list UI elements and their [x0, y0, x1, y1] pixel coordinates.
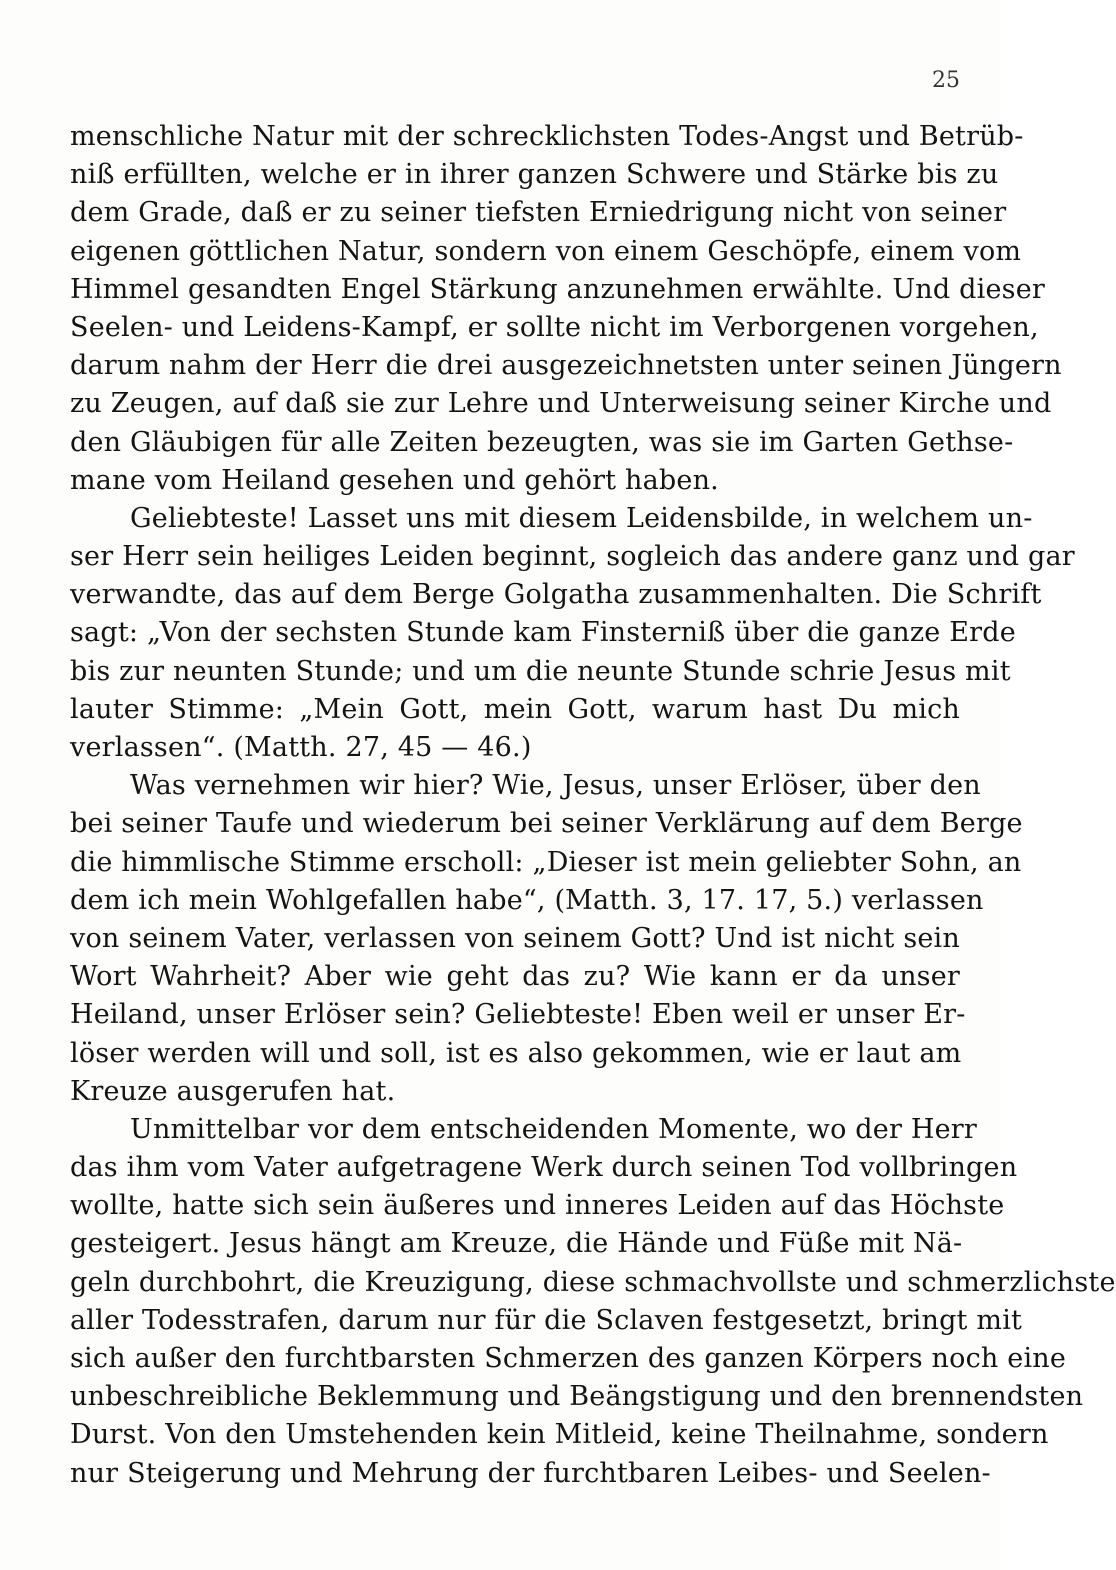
text-line: gesteigert. Jesus hängt am Kreuze, die Hände und Füße mit Nä- [70, 1228, 963, 1260]
paragraph-1 [70, 118, 1062, 500]
text-line: Himmel gesandten Engel Stärkung anzunehmen erwählte. Und dieser [70, 273, 1045, 305]
text-line: den Gläubigen für alle Zeiten bezeugten, was sie im Garten Gethse- [70, 426, 1014, 458]
text-line: bis zur neunten Stunde; und um die neunte Stunde schrie Jesus mit [70, 655, 1011, 687]
text-line: menschliche Natur mit der schrecklichsten Todes-Angst und Betrüb- [70, 121, 1024, 152]
text-line: Unmittelbar vor dem entscheidenden Momente, wo der Herr [130, 1113, 977, 1145]
text-line: von seinem Vater, verlassen von seinem Gott? Und ist nicht sein [70, 922, 960, 954]
text-line: nur Steigerung und Mehrung der furchtbaren Leibes- und Seelen- [70, 1457, 991, 1489]
text-line: niß erfüllten, welche er in ihrer ganzen Schwere und Stärke bis zu [70, 159, 999, 191]
text-line: sagt: „Von der sechsten Stunde kam Finsterniß über die ganze Erde [70, 617, 1016, 649]
text-line: ser Herr sein heiliges Leiden beginnt, sogleich das andere ganz und gar [70, 541, 1075, 573]
paragraph-3 [70, 767, 1023, 1111]
text-line: die himmlische Stimme erscholl: „Dieser ist mein geliebter Sohn, an [70, 846, 1022, 878]
text-line: sich außer den furchtbarsten Schmerzen des ganzen Körpers noch eine [70, 1343, 1067, 1374]
text-line: löser werden will und soll, ist es also gekommen, wie er laut am [70, 1037, 962, 1069]
text-body [70, 118, 1116, 1493]
text-line: Geliebteste! Lasset uns mit diesem Leidensbilde, in welchem un- [130, 502, 1033, 534]
text-line: darum nahm der Herr die drei ausgezeichnetsten unter seinen Jüngern [70, 350, 1062, 382]
paragraph-2 [70, 500, 1075, 767]
text-line: unbeschreibliche Beklemmung und Beängstigung und den brennendsten [70, 1381, 1084, 1413]
text-line: Heiland, unser Erlöser sein? Geliebteste! Eben weil er unser Er- [70, 999, 966, 1031]
text-line: Wort Wahrheit? Aber wie geht das zu? Wie kann er da unser [70, 961, 960, 993]
text-line: Seelen- und Leidens-Kampf, er sollte nicht im Verborgenen vorgehen, [70, 311, 1039, 343]
text-line: verwandte, das auf dem Berge Golgatha zusammenhalten. Die Schrift [70, 579, 1042, 611]
text-line: Durst. Von den Umstehenden kein Mitleid, keine Theilnahme, sondern [70, 1419, 1049, 1451]
text-line: mane vom Heiland gesehen und gehört haben. [70, 464, 719, 496]
text-line: das ihm vom Vater aufgetragene Werk durch seinen Tod vollbringen [70, 1152, 1018, 1184]
text-line: aller Todesstrafen, darum nur für die Sclaven festgesetzt, bringt mit [70, 1304, 1023, 1336]
text-line: dem Grade, daß er zu seiner tiefsten Erniedrigung nicht von seiner [70, 197, 1007, 229]
text-line: geln durchbohrt, die Kreuzigung, diese schmachvollste und schmerzlichste [70, 1266, 1116, 1298]
text-line: Kreuze ausgerufen hat. [70, 1075, 396, 1107]
text-line: zu Zeugen, auf daß sie zur Lehre und Unterweisung seiner Kirche und [70, 388, 1052, 420]
text-line: eigenen göttlichen Natur, sondern von einem Geschöpfe, einem vom [70, 235, 1022, 267]
text-line: bei seiner Taufe und wiederum bei seiner Verklärung auf dem Berge [70, 808, 1023, 840]
text-line: dem ich mein Wohlgefallen habe“, (Matth. 3, 17. 17, 5.) verlassen [70, 884, 984, 916]
text-line: Was vernehmen wir hier? Wie, Jesus, unser Erlöser, über den [130, 770, 981, 802]
text-line: verlassen“. (Matth. 27, 45 — 46.) [70, 732, 532, 763]
paragraph-4 [70, 1111, 1116, 1493]
text-line: lauter Stimme: „Mein Gott, mein Gott, warum hast Du mich [70, 693, 960, 725]
text-line: wollte, hatte sich sein äußeres und inneres Leiden auf das Höchste [70, 1190, 1005, 1222]
page-number: 25 [932, 68, 960, 93]
